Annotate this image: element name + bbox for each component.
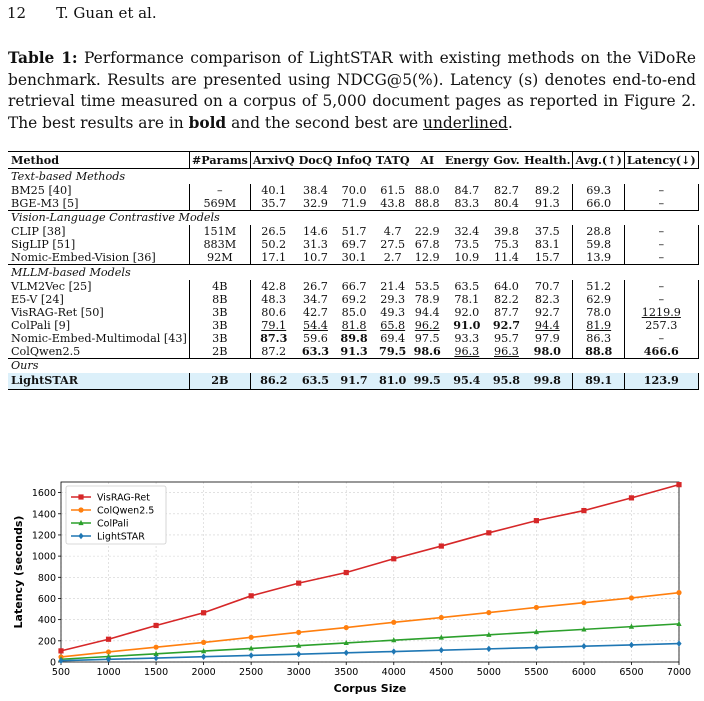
data-point <box>486 610 491 615</box>
table-row <box>8 345 698 359</box>
y-tick-label: 1200 <box>31 530 56 542</box>
data-point <box>78 507 83 512</box>
value-cell: 89.1 <box>573 373 624 389</box>
value-cell: 31.3 <box>303 238 328 251</box>
table-row <box>8 280 698 293</box>
value-cell: 91.3 <box>534 196 560 210</box>
value-cell: 86.3 <box>573 332 624 345</box>
value-cell: 88.0 <box>414 183 440 197</box>
value-cell: 83.1 <box>534 238 560 251</box>
value-cell: 61.5 <box>380 183 406 197</box>
value-cell: 89.2 <box>534 183 560 197</box>
x-tick-label: 3500 <box>334 667 359 678</box>
running-authors: T. Guan et al. <box>56 4 157 22</box>
value-cell: 81.8 <box>341 318 367 332</box>
value-cell: 51.7 <box>341 225 367 238</box>
data-point <box>581 508 586 513</box>
data-point <box>58 648 63 653</box>
table-row <box>8 293 698 306</box>
data-point <box>249 652 254 658</box>
caption-text-1: Performance comparison of LightSTAR with existing methods on the ViDoRe benchmark. Results are presented using NDCG@5(%). Latency (s) denotes end-to-end retrieval time measured on a corpus of 5,000 document pages as reported in Figure 2. The best results are in <box>8 49 696 132</box>
x-tick-label: 4500 <box>429 667 454 678</box>
value-cell: 3B <box>189 306 250 319</box>
method-cell: ColQwen2.5 <box>11 344 81 358</box>
data-point <box>249 635 254 640</box>
y-tick-label: 1600 <box>31 488 56 500</box>
data-point <box>534 605 539 610</box>
method-cell: CLIP [38] <box>11 225 66 238</box>
value-cell: 81.9 <box>573 319 624 332</box>
data-point <box>153 623 158 628</box>
value-cell: 63.5 <box>454 279 480 293</box>
data-point <box>439 543 444 548</box>
value-cell: 70.0 <box>341 183 367 197</box>
value-cell: 38.4 <box>303 183 328 197</box>
value-cell: 466.6 <box>624 345 698 359</box>
value-cell: 66.7 <box>341 279 367 293</box>
value-cell: 75.3 <box>494 238 519 251</box>
table-row <box>8 184 698 197</box>
y-tick-label: 1400 <box>31 509 56 521</box>
value-cell: 51.2 <box>573 280 624 293</box>
value-cell: 89.8 <box>340 330 368 345</box>
value-cell: 50.2 <box>250 238 296 251</box>
value-cell: 1219.9 <box>624 306 698 319</box>
data-point <box>391 620 396 625</box>
y-tick-label: 1000 <box>31 551 56 563</box>
value-cell: 84.7 <box>454 183 480 197</box>
value-cell: 151M <box>189 225 250 238</box>
value-cell: 86.2 <box>250 373 296 389</box>
column-header: Avg.(↑) <box>573 152 624 169</box>
value-cell: 87.7 <box>494 305 519 319</box>
value-cell: 59.8 <box>573 238 624 251</box>
value-cell: 79.1 <box>250 319 296 332</box>
value-cell: 99.5 <box>413 373 441 388</box>
method-cell: BM25 [40] <box>11 183 72 197</box>
series-line <box>61 624 679 659</box>
value-cell: 78.9 <box>414 292 440 306</box>
section-header-row <box>8 210 698 225</box>
x-tick-label: 3000 <box>286 667 311 678</box>
value-cell: 32.9 <box>303 196 328 210</box>
value-cell: 30.1 <box>341 251 367 264</box>
value-cell: 94.4 <box>534 318 560 332</box>
column-header: AI <box>412 152 443 169</box>
table-row <box>8 306 698 319</box>
section-title: MLLM-based Models <box>8 265 698 280</box>
value-cell: 69.3 <box>573 184 624 197</box>
value-cell: 85.0 <box>341 305 367 319</box>
section-header-row <box>8 358 698 373</box>
y-tick-label: 400 <box>37 615 56 627</box>
value-cell: 2.7 <box>383 251 402 264</box>
value-cell: 63.5 <box>297 373 335 389</box>
value-cell: 48.3 <box>250 293 296 306</box>
caption-text-3: . <box>507 113 513 132</box>
value-cell: – <box>624 238 698 251</box>
value-cell: 10.7 <box>303 251 328 264</box>
column-header: #Params <box>189 152 250 169</box>
x-tick-label: 5500 <box>524 667 549 678</box>
method-cell: ColPali [9] <box>11 318 71 332</box>
value-cell: 92.0 <box>454 305 480 319</box>
value-cell: 98.0 <box>533 343 561 358</box>
value-cell: 69.2 <box>341 292 367 306</box>
section-title: Ours <box>8 358 698 373</box>
value-cell: 70.7 <box>534 279 560 293</box>
x-tick-label: 2500 <box>239 667 264 678</box>
value-cell: 42.8 <box>250 280 296 293</box>
value-cell: 37.5 <box>534 225 560 238</box>
data-point <box>153 645 158 650</box>
value-cell: 12.9 <box>414 251 440 264</box>
table-row <box>8 319 698 332</box>
value-cell: 569M <box>189 197 250 211</box>
x-tick-label: 5000 <box>476 667 501 678</box>
value-cell: 62.9 <box>573 293 624 306</box>
value-cell: 2B <box>189 345 250 359</box>
data-point <box>486 530 491 535</box>
data-point <box>296 651 301 657</box>
value-cell: 93.3 <box>454 331 480 345</box>
value-cell: 29.3 <box>380 292 406 306</box>
value-cell: 26.5 <box>250 225 296 238</box>
table-row <box>8 332 698 345</box>
value-cell: 35.7 <box>250 197 296 211</box>
column-header: Gov. <box>491 152 522 169</box>
value-cell: 13.9 <box>573 251 624 265</box>
data-point <box>439 647 444 653</box>
table-caption <box>8 48 696 134</box>
value-cell: 96.3 <box>454 344 480 358</box>
value-cell: 91.0 <box>453 317 481 332</box>
value-cell: 98.6 <box>413 343 441 358</box>
value-cell: 40.1 <box>250 184 296 197</box>
x-tick-label: 4000 <box>381 667 406 678</box>
value-cell: – <box>624 251 698 265</box>
value-cell: 94.4 <box>414 305 440 319</box>
table-row <box>8 238 698 251</box>
data-point <box>629 595 634 600</box>
value-cell: 42.7 <box>303 305 328 319</box>
value-cell: 4.7 <box>383 225 402 238</box>
value-cell: 21.4 <box>380 279 406 293</box>
value-cell: 80.4 <box>494 196 519 210</box>
method-cell: LightSTAR <box>8 373 189 389</box>
value-cell: 49.3 <box>380 305 406 319</box>
column-header: DocQ <box>298 152 333 167</box>
x-tick-label: 1000 <box>96 667 121 678</box>
data-point <box>249 593 254 598</box>
value-cell: 17.1 <box>250 251 296 265</box>
section-header-row <box>8 169 698 184</box>
data-point <box>581 643 586 649</box>
value-cell: 95.7 <box>494 331 519 345</box>
value-cell: 99.8 <box>522 373 573 389</box>
value-cell: – <box>624 293 698 306</box>
value-cell: – <box>624 184 698 197</box>
value-cell: 97.5 <box>414 331 440 345</box>
legend-label: ColQwen2.5 <box>97 505 155 517</box>
method-cell: VLM2Vec [25] <box>11 279 92 293</box>
value-cell: 26.7 <box>303 279 328 293</box>
method-cell: BGE-M3 [5] <box>11 196 79 210</box>
value-cell: 63.3 <box>301 343 330 358</box>
value-cell: 95.4 <box>443 373 491 389</box>
method-cell: Nomic-Embed-Vision [36] <box>11 251 156 264</box>
value-cell: 123.9 <box>624 373 698 389</box>
data-point <box>391 556 396 561</box>
value-cell: – <box>624 197 698 211</box>
value-cell: 92M <box>189 251 250 265</box>
data-point <box>676 482 681 487</box>
results-table <box>8 151 699 390</box>
value-cell: 28.8 <box>573 225 624 238</box>
value-cell: 3B <box>189 319 250 332</box>
y-tick-label: 600 <box>37 593 56 605</box>
x-tick-label: 1500 <box>143 667 169 678</box>
data-point <box>344 650 349 656</box>
value-cell: 91.7 <box>334 373 373 389</box>
value-cell: 87.2 <box>250 345 296 359</box>
value-cell: 883M <box>189 238 250 251</box>
value-cell: 32.4 <box>454 225 480 238</box>
value-cell: 88.8 <box>414 196 440 210</box>
value-cell: 81.0 <box>374 373 412 389</box>
value-cell: 59.6 <box>303 331 328 345</box>
value-cell: 73.5 <box>454 238 480 251</box>
x-tick-label: 2000 <box>191 667 216 678</box>
caption-label: Table 1: <box>8 49 78 67</box>
data-point <box>201 640 206 645</box>
value-cell: 43.8 <box>380 196 406 210</box>
value-cell: 69.4 <box>380 331 406 345</box>
x-tick-label: 6000 <box>571 667 597 678</box>
column-header: Health. <box>522 152 573 169</box>
data-point <box>201 610 206 615</box>
value-cell: 92.7 <box>492 317 521 332</box>
data-point <box>629 642 634 648</box>
data-point <box>486 646 491 652</box>
legend-label: LightSTAR <box>97 531 145 543</box>
value-cell: 34.7 <box>303 292 328 306</box>
x-tick-label: 7000 <box>666 667 692 678</box>
value-cell: 78.1 <box>454 292 480 306</box>
data-point <box>296 581 301 586</box>
table-row <box>8 225 698 238</box>
value-cell: 39.8 <box>494 225 519 238</box>
data-point <box>676 590 681 595</box>
section-title: Vision-Language Contrastive Models <box>8 210 698 225</box>
caption-bold-word: bold <box>188 113 227 132</box>
latency-chart <box>0 474 704 701</box>
page-header <box>7 4 157 22</box>
value-cell: 83.3 <box>454 196 480 210</box>
data-point <box>78 494 83 499</box>
data-point <box>534 644 539 650</box>
table-body <box>8 169 698 390</box>
value-cell: 71.9 <box>341 196 367 210</box>
value-cell: 96.3 <box>494 344 519 358</box>
value-cell: 4B <box>189 280 250 293</box>
value-cell: 96.2 <box>414 318 440 332</box>
value-cell: 92.7 <box>534 305 560 319</box>
value-cell: – <box>624 225 698 238</box>
column-header: Method <box>8 152 189 169</box>
value-cell: 67.8 <box>414 238 440 251</box>
value-cell: 95.8 <box>492 373 521 388</box>
page-number: 12 <box>7 4 27 22</box>
value-cell: 82.3 <box>534 292 560 306</box>
x-tick-label: 500 <box>51 667 71 678</box>
value-cell: 257.3 <box>624 319 698 332</box>
legend-label: ColPali <box>97 518 129 530</box>
value-cell: 79.5 <box>379 343 407 358</box>
value-cell: 22.9 <box>414 225 440 238</box>
value-cell: 27.5 <box>380 238 406 251</box>
data-point <box>676 640 681 646</box>
value-cell: – <box>624 280 698 293</box>
caption-text-2: and the second best are <box>226 113 424 132</box>
value-cell: 53.5 <box>414 279 440 293</box>
method-cell: SigLIP [51] <box>11 238 76 251</box>
data-point <box>201 654 206 660</box>
value-cell: 82.2 <box>494 292 519 306</box>
value-cell: – <box>189 184 250 197</box>
value-cell: 82.7 <box>494 183 519 197</box>
value-cell: 3B <box>189 332 250 345</box>
value-cell: 66.0 <box>573 197 624 211</box>
value-cell: 88.8 <box>573 345 624 359</box>
table-header-row <box>8 152 698 169</box>
table-row <box>8 373 698 389</box>
column-header: Energy <box>444 152 489 167</box>
x-tick-label: 6500 <box>619 667 644 678</box>
column-header: ArxivQ <box>250 152 296 169</box>
value-cell: 78.0 <box>573 306 624 319</box>
data-point <box>391 648 396 654</box>
value-cell: 11.4 <box>494 251 519 264</box>
column-header: TATQ <box>375 152 410 167</box>
method-cell: VisRAG-Ret [50] <box>11 305 104 319</box>
y-tick-label: 800 <box>37 572 56 584</box>
legend-label: VisRAG-Ret <box>97 492 150 504</box>
y-axis-label: Latency (seconds) <box>12 515 25 629</box>
data-point <box>581 600 586 605</box>
value-cell: 8B <box>189 293 250 306</box>
value-cell: 54.4 <box>303 318 328 332</box>
method-cell: E5-V [24] <box>11 292 64 306</box>
value-cell: – <box>624 332 698 345</box>
table-row <box>8 197 698 211</box>
value-cell: 87.3 <box>250 332 296 345</box>
table-row <box>8 251 698 265</box>
y-tick-label: 200 <box>37 636 56 648</box>
value-cell: 10.9 <box>454 251 480 264</box>
caption-underlined-word: underlined <box>423 113 508 132</box>
y-tick-label: 0 <box>49 657 56 669</box>
data-point <box>534 518 539 523</box>
data-point <box>439 615 444 620</box>
data-point <box>296 630 301 635</box>
value-cell: 65.8 <box>380 318 406 332</box>
method-cell: Nomic-Embed-Multimodal [43] <box>11 331 187 345</box>
section-header-row <box>8 265 698 280</box>
section-title: Text-based Methods <box>11 169 126 183</box>
value-cell: 14.6 <box>303 225 328 238</box>
x-axis-label: Corpus Size <box>333 682 407 695</box>
data-point <box>106 637 111 642</box>
column-header: Latency(↓) <box>624 152 698 169</box>
data-point <box>629 495 634 500</box>
data-point <box>344 625 349 630</box>
value-cell: 69.7 <box>341 238 367 251</box>
value-cell: 64.0 <box>494 279 519 293</box>
value-cell: 15.7 <box>534 251 560 264</box>
value-cell: 97.9 <box>534 331 560 345</box>
data-point <box>344 570 349 575</box>
column-header: InfoQ <box>336 152 372 167</box>
value-cell: 2B <box>189 373 250 389</box>
value-cell: 80.6 <box>250 306 296 319</box>
value-cell: 91.3 <box>340 343 368 358</box>
